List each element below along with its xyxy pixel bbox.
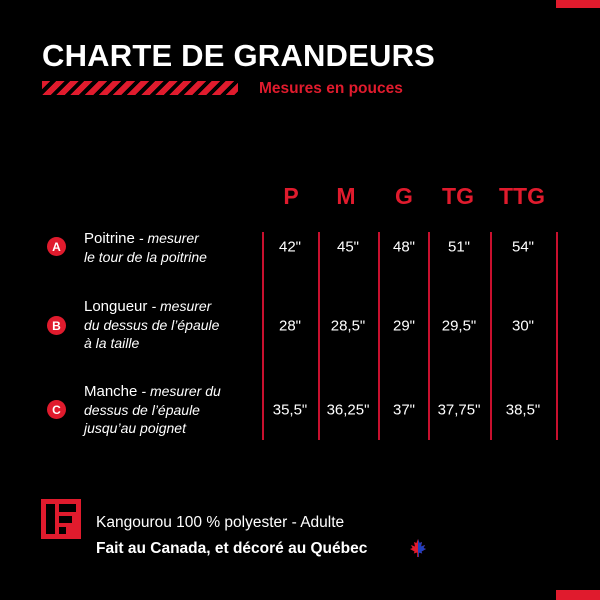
size-header-p: P [283, 183, 299, 209]
column-divider [556, 232, 558, 440]
value-cell: 38,5" [505, 401, 541, 419]
measurement-hint: jusqu’au poignet [84, 420, 186, 436]
value-cell: 42" [278, 238, 302, 256]
row-badge-c: C [47, 400, 66, 419]
column-divider [262, 232, 264, 440]
measurement-hint: du dessus de l’épaule [84, 317, 220, 333]
column-divider [490, 232, 492, 440]
page-subtitle: Mesures en pouces [259, 80, 403, 97]
size-header-ttg: TTG [499, 183, 545, 209]
brand-logo-icon [41, 499, 81, 539]
value-cell: 29,5" [441, 317, 477, 335]
value-cell: 51" [447, 238, 471, 256]
row-label-longueur [84, 297, 219, 352]
decorative-stripes [42, 81, 238, 95]
measurement-hint: - mesurer [151, 298, 212, 314]
corner-accent-top-right [556, 0, 600, 8]
row-badge-a: A [47, 237, 66, 256]
measurement-hint: à la taille [84, 335, 140, 351]
row-badge-b: B [47, 316, 66, 335]
value-cell: 28" [278, 317, 302, 335]
quebec-canada-leaf-icon [408, 538, 428, 558]
page-title: CHARTE DE GRANDEURS [42, 38, 436, 73]
row-label-poitrine [84, 229, 207, 266]
product-description: Kangourou 100 % polyester - Adulte [96, 514, 345, 531]
size-header-g: G [395, 183, 413, 209]
measurement-hint: - mesurer [138, 230, 199, 246]
value-cell: 45" [336, 238, 360, 256]
origin-statement: Fait au Canada, et décoré au Québec [96, 540, 368, 557]
value-cell: 36,25" [326, 401, 370, 419]
value-cell: 48" [392, 238, 416, 256]
size-header-m: M [336, 183, 356, 209]
value-cell: 54" [511, 238, 535, 256]
measurement-name: Longueur [84, 298, 148, 315]
value-cell: 29" [392, 317, 416, 335]
measurement-name: Poitrine [84, 230, 135, 247]
column-divider [378, 232, 380, 440]
row-label-manche [84, 382, 221, 437]
measurement-name: Manche [84, 383, 138, 400]
value-cell: 30" [511, 317, 535, 335]
value-cell: 35,5" [272, 401, 308, 419]
measurement-hint: dessus de l’épaule [84, 402, 200, 418]
measurement-hint: - mesurer du [141, 383, 221, 399]
value-cell: 37,75" [437, 401, 481, 419]
value-cell: 37" [392, 401, 416, 419]
corner-accent-bottom-right [556, 590, 600, 600]
value-cell: 28,5" [330, 317, 366, 335]
column-divider [318, 232, 320, 440]
measurement-hint: le tour de la poitrine [84, 249, 207, 265]
column-divider [428, 232, 430, 440]
size-header-tg: TG [442, 183, 474, 209]
